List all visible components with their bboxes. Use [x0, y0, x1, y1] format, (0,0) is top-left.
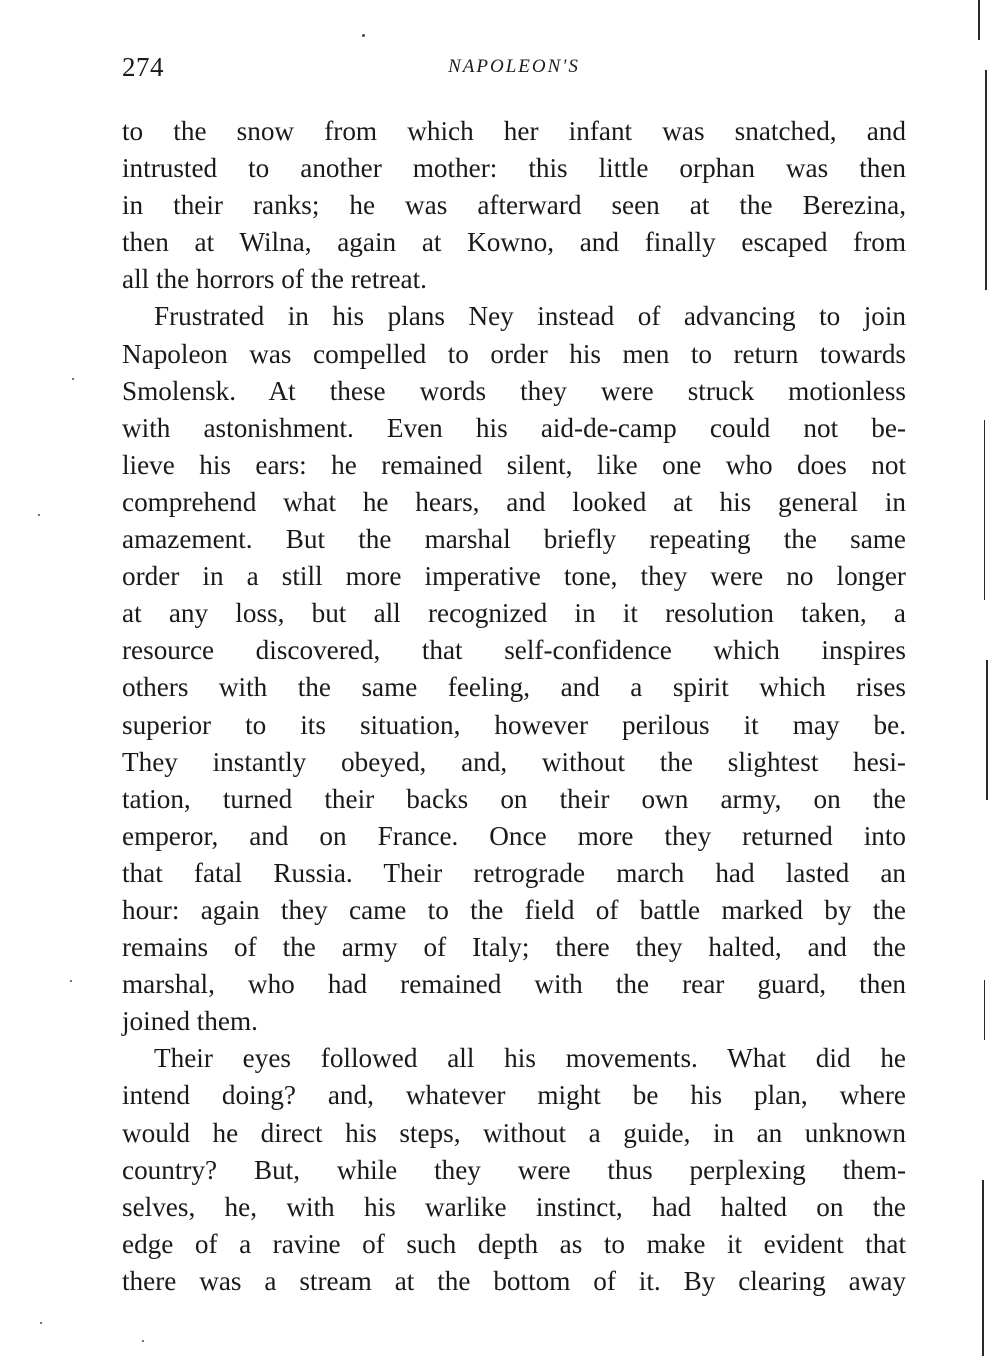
scan-edge-line [985, 70, 987, 290]
text-line: then at Wilna, again at Kowno, and finally escaped from [122, 227, 906, 258]
scan-speck [72, 378, 74, 380]
text-line: superior to its situation, however perilous it may be. [122, 709, 906, 740]
text-line: amazement. But the marshal briefly repeating the same [122, 524, 906, 555]
text-line: joined them. [122, 1006, 258, 1037]
text-line: country? But, while they were thus perplexing them- [122, 1154, 906, 1185]
text-line: with astonishment. Even his aid-de-camp could not be- [122, 412, 906, 443]
paragraph-start-line: Their eyes followed all his movements. What did he [154, 1043, 906, 1074]
text-line: marshal, who had remained with the rear guard, then [122, 969, 906, 1000]
text-line: others with the same feeling, and a spirit which rises [122, 672, 906, 703]
text-line: all the horrors of the retreat. [122, 264, 427, 295]
text-line: remains of the army of Italy; there they halted, and the [122, 932, 906, 963]
text-line: intend doing? and, whatever might be his plan, where [122, 1080, 906, 1111]
scan-speck [362, 34, 365, 37]
text-line: lieve his ears: he remained silent, like one who does not [122, 449, 906, 480]
text-line: selves, he, with his warlike instinct, had halted on the [122, 1191, 906, 1222]
text-line: order in a still more imperative tone, they were no longer [122, 561, 906, 592]
text-line: tation, turned their backs on their own army, on the [122, 783, 906, 814]
text-line: at any loss, but all recognized in it resolution taken, a [122, 598, 906, 629]
text-line: that fatal Russia. Their retrograde march had lasted an [122, 857, 906, 888]
scan-speck [38, 514, 40, 516]
scan-edge-line [984, 980, 985, 1040]
text-line: resource discovered, that self-confidence which inspires [122, 635, 906, 666]
text-line: would he direct his steps, without a guide, in an unknown [122, 1117, 906, 1148]
scan-speck [142, 1340, 144, 1342]
page-number: 274 [122, 52, 164, 82]
running-title: NAPOLEON'S [448, 56, 580, 77]
text-line: hour: again they came to the field of battle marked by the [122, 894, 906, 925]
page-header [122, 52, 906, 92]
paragraph-start-line: Frustrated in his plans Ney instead of advancing to join [154, 301, 906, 332]
text-line: to the snow from which her infant was snatched, and [122, 116, 906, 146]
text-line: there was a stream at the bottom of it. By clearing away [122, 1265, 906, 1296]
scan-edge-line [984, 420, 985, 600]
body-text [122, 113, 906, 1300]
scan-edge-line [982, 1180, 984, 1356]
text-line: They instantly obeyed, and, without the slightest hesi- [122, 746, 906, 777]
text-line: edge of a ravine of such depth as to make it evident that [122, 1228, 906, 1259]
scan-edge-line [978, 0, 980, 40]
scan-speck [70, 980, 72, 982]
text-line: comprehend what he hears, and looked at his general in [122, 486, 906, 517]
text-line: Napoleon was compelled to order his men to return towards [122, 338, 906, 369]
scan-edge-line [986, 660, 988, 800]
text-line: emperor, and on France. Once more they returned into [122, 820, 906, 851]
text-line: in their ranks; he was afterward seen at the Berezina, [122, 190, 906, 221]
text-line: Smolensk. At these words they were struck motionless [122, 375, 906, 406]
scan-speck [40, 1322, 42, 1324]
text-line: intrusted to another mother: this little orphan was then [122, 153, 906, 184]
